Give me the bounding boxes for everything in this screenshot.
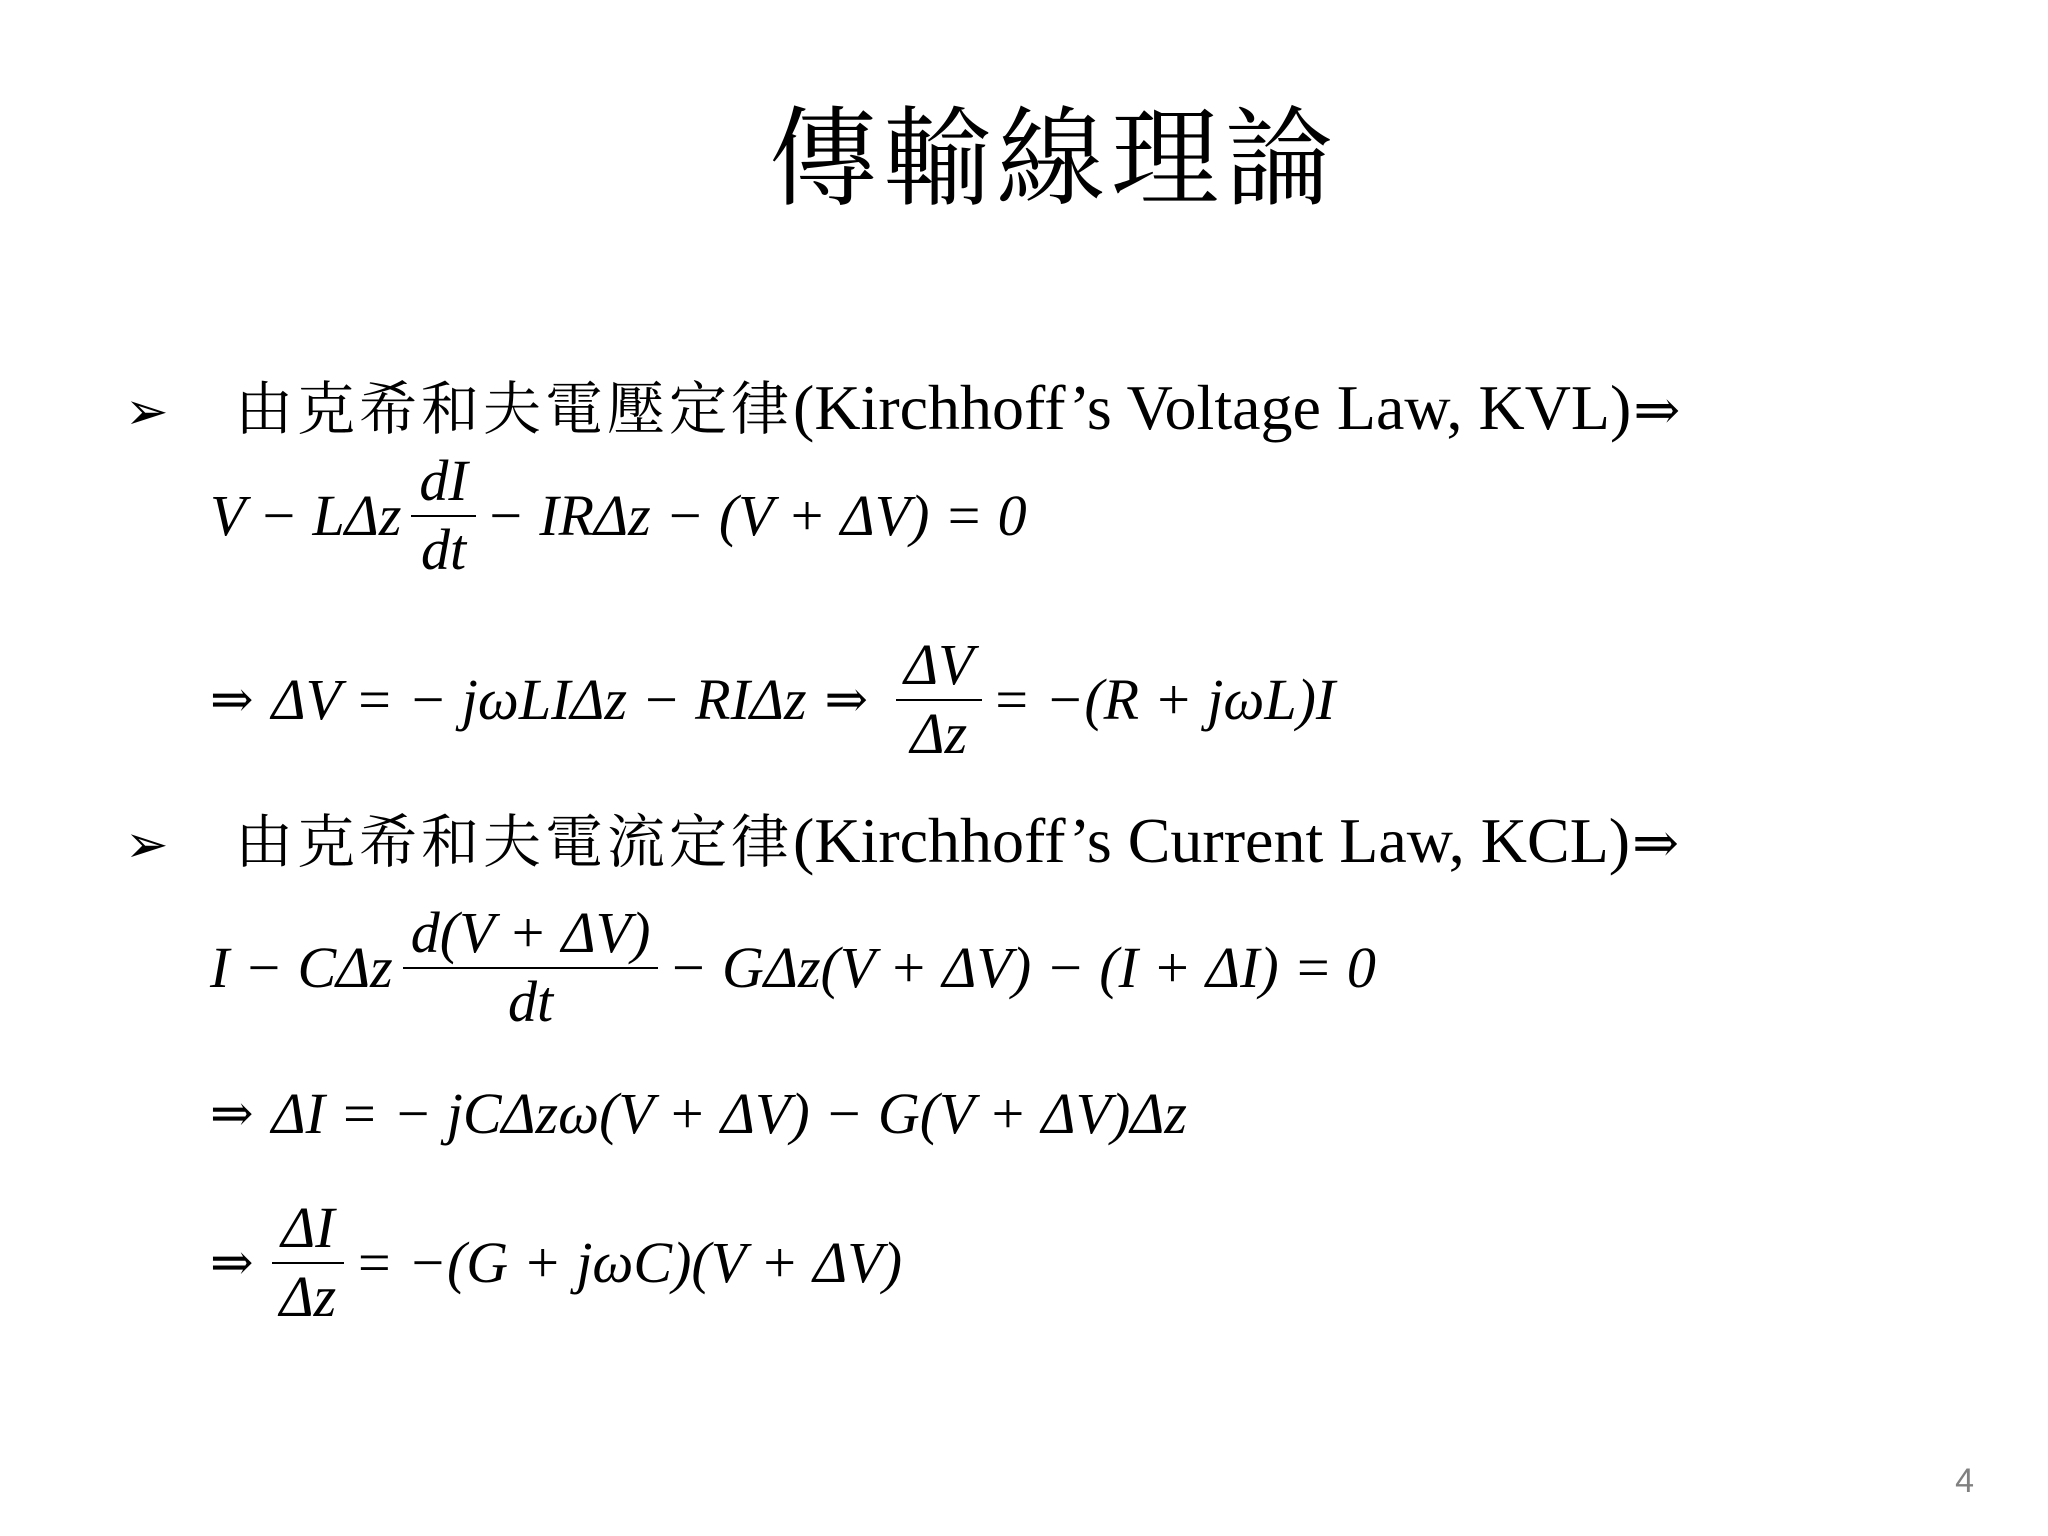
kcl-eq1-numerator: d(V + ΔV)	[410, 900, 651, 965]
kvl-heading-en: (Kirchhoff’s Voltage Law, KVL)	[793, 372, 1632, 443]
kvl-bullet	[125, 362, 1680, 446]
kcl-eq1-denominator: dt	[508, 968, 554, 1034]
kcl-eq1-right: − GΔz(V + ΔV) − (I + ΔI) = 0	[668, 935, 1376, 1001]
kcl-eq1-fraction	[403, 900, 659, 1035]
kvl-eq2-left: ΔV = − jωLIΔz − RIΔz	[271, 667, 807, 733]
kcl-implies-symbol: ⇒	[1632, 811, 1680, 876]
kvl-eq1-left: V − LΔz	[210, 483, 402, 549]
kvl-eq2-right: = −(R + jωL)I	[991, 667, 1336, 733]
kcl-heading-en: (Kirchhoff’s Current Law, KCL)	[793, 805, 1631, 876]
kcl-eq3-fraction	[272, 1195, 345, 1330]
kcl-equation-2	[210, 1080, 1187, 1147]
slide-title: 傳輸線理論	[768, 97, 1339, 222]
kcl-eq2-text: ΔI = − jCΔzω(V + ΔV) − G(V + ΔV)Δz	[271, 1081, 1187, 1146]
kcl-heading-zh: 由克希和夫電流定律	[235, 808, 794, 876]
kvl-eq1-fraction	[411, 448, 475, 583]
kcl-bullet	[125, 795, 1679, 879]
kvl-eq2-implies: ⇒	[210, 669, 254, 730]
bullet-arrow-icon: ➢	[125, 382, 169, 442]
kvl-equation-1	[210, 448, 1027, 583]
bullet-arrow-icon: ➢	[125, 815, 169, 875]
kvl-eq2-mid-implies: ⇒	[824, 669, 869, 730]
kcl-eq1-left: I − CΔz	[210, 935, 393, 1001]
page-number: 4	[1955, 1462, 1974, 1500]
kcl-eq3-numerator: ΔI	[281, 1195, 335, 1260]
kcl-eq3-right: = −(G + jωC)(V + ΔV)	[354, 1230, 903, 1296]
kvl-eq1-denominator: dt	[420, 516, 467, 582]
kvl-eq1-numerator: dI	[419, 448, 468, 513]
kvl-eq2-denominator: Δz	[910, 700, 968, 766]
kvl-eq1-right: − IRΔz − (V + ΔV) = 0	[485, 483, 1027, 549]
kcl-equation-3	[210, 1195, 902, 1330]
kvl-equation-2	[210, 632, 1335, 767]
kvl-eq2-numerator: ΔV	[904, 632, 974, 697]
kcl-equation-1	[210, 900, 1376, 1035]
kvl-eq2-fraction	[896, 632, 981, 767]
kvl-heading-zh: 由克希和夫電壓定律	[235, 375, 794, 443]
kcl-eq3-implies: ⇒	[210, 1232, 254, 1293]
kvl-implies-symbol: ⇒	[1633, 378, 1681, 443]
kcl-eq2-implies: ⇒	[210, 1083, 254, 1144]
kcl-eq3-denominator: Δz	[279, 1263, 337, 1329]
